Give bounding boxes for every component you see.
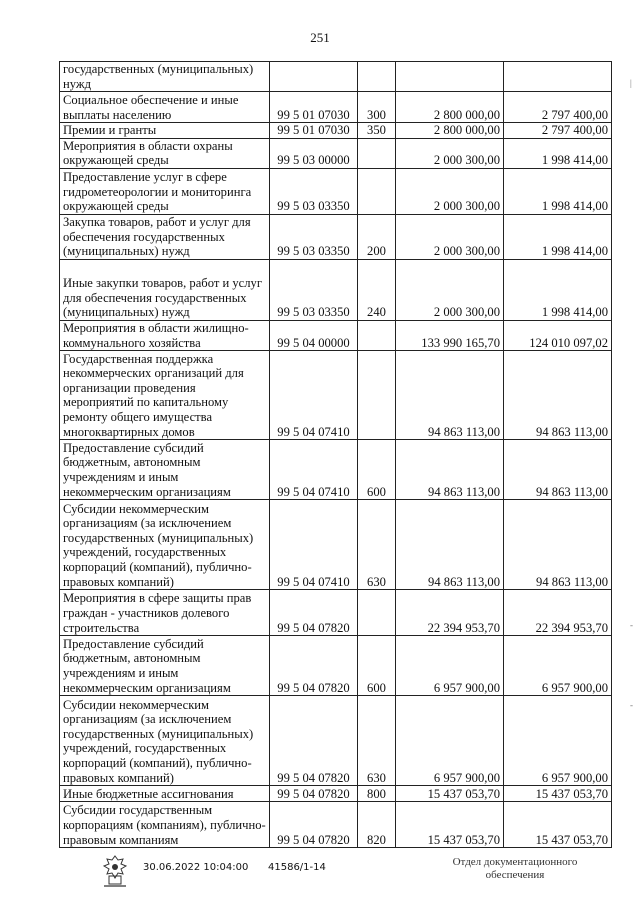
row-amount-1: 2 000 300,00 (396, 214, 504, 259)
row-name: Мероприятия в сфере защиты прав граждан - участников долевого строительства (60, 590, 270, 636)
row-name: Предоставление субсидий бюджетным, автономным учреждениям и иным некоммерческим организациям (60, 440, 270, 500)
row-name: Предоставление услуг в сфере гидрометеорологии и мониторинга окружающей среды (60, 168, 270, 214)
row-code: 99 5 04 07820 (270, 786, 358, 802)
row-code (270, 62, 358, 92)
row-amount-1 (396, 62, 504, 92)
row-amount-1: 94 863 113,00 (396, 351, 504, 440)
row-code: 99 5 03 03350 (270, 259, 358, 320)
row-name: Государственная поддержка некоммерческих организаций для организации проведения мероприятий по капитальному ремонту общего имущества многоквартирных домов (60, 351, 270, 440)
row-amount-1: 94 863 113,00 (396, 440, 504, 500)
row-code: 99 5 04 07410 (270, 500, 358, 590)
row-code: 99 5 03 00000 (270, 138, 358, 168)
row-amount-2: 1 998 414,00 (504, 138, 612, 168)
table-row (60, 500, 612, 590)
row-amount-2: 22 394 953,70 (504, 590, 612, 636)
row-name: Субсидии некоммерческим организациям (за исключением государственных (муниципальных) учреждений, государственных корпораций (компаний), публично-правовых компаний) (60, 696, 270, 786)
row-code: 99 5 01 07030 (270, 123, 358, 139)
row-amount-1: 2 800 000,00 (396, 123, 504, 139)
row-expense-type: 630 (358, 696, 396, 786)
row-name: Премии и гранты (60, 123, 270, 139)
row-expense-type: 600 (358, 440, 396, 500)
row-amount-2: 94 863 113,00 (504, 440, 612, 500)
row-expense-type (358, 62, 396, 92)
table-row (60, 636, 612, 696)
row-expense-type: 630 (358, 500, 396, 590)
row-amount-1: 133 990 165,70 (396, 320, 504, 350)
scan-margin-mark: - (630, 700, 633, 710)
row-code: 99 5 04 07820 (270, 636, 358, 696)
table-row (60, 168, 612, 214)
row-expense-type (358, 590, 396, 636)
row-code: 99 5 04 00000 (270, 320, 358, 350)
table-row (60, 259, 612, 320)
row-code: 99 5 01 07030 (270, 92, 358, 123)
row-amount-2: 6 957 900,00 (504, 636, 612, 696)
row-code: 99 5 03 03350 (270, 214, 358, 259)
row-amount-2: 1 998 414,00 (504, 214, 612, 259)
coat-of-arms-icon (100, 854, 130, 892)
row-amount-2: 2 797 400,00 (504, 92, 612, 123)
row-amount-2: 15 437 053,70 (504, 786, 612, 802)
table-row (60, 92, 612, 123)
table-row (60, 138, 612, 168)
row-name: Мероприятия в области жилищно-коммунального хозяйства (60, 320, 270, 350)
row-code: 99 5 04 07410 (270, 351, 358, 440)
scan-margin-mark: | (630, 78, 632, 88)
row-expense-type: 200 (358, 214, 396, 259)
table-row (60, 123, 612, 139)
row-amount-1: 2 000 300,00 (396, 138, 504, 168)
table-row (60, 696, 612, 786)
row-amount-1: 6 957 900,00 (396, 636, 504, 696)
row-amount-2: 1 998 414,00 (504, 259, 612, 320)
row-amount-1: 15 437 053,70 (396, 786, 504, 802)
row-amount-2: 1 998 414,00 (504, 168, 612, 214)
row-amount-2: 15 437 053,70 (504, 802, 612, 848)
row-expense-type: 300 (358, 92, 396, 123)
row-expense-type (358, 138, 396, 168)
table-row (60, 214, 612, 259)
table-row (60, 351, 612, 440)
document-id: 41586/1-14 (268, 862, 326, 873)
table-row (60, 786, 612, 802)
row-code: 99 5 04 07820 (270, 802, 358, 848)
row-expense-type: 820 (358, 802, 396, 848)
row-amount-2: 2 797 400,00 (504, 123, 612, 139)
print-timestamp: 30.06.2022 10:04:00 (143, 862, 249, 873)
row-code: 99 5 04 07410 (270, 440, 358, 500)
row-name: государственных (муниципальных) нужд (60, 62, 270, 92)
row-amount-1: 2 000 300,00 (396, 168, 504, 214)
table-row (60, 802, 612, 848)
table-row (60, 320, 612, 350)
table-row (60, 440, 612, 500)
row-amount-1: 94 863 113,00 (396, 500, 504, 590)
row-amount-2: 94 863 113,00 (504, 351, 612, 440)
row-name: Предоставление субсидий бюджетным, автономным учреждениям и иным некоммерческим организациям (60, 636, 270, 696)
row-name: Социальное обеспечение и иные выплаты населению (60, 92, 270, 123)
scan-margin-mark: - (630, 620, 633, 630)
row-amount-1: 22 394 953,70 (396, 590, 504, 636)
table-row (60, 62, 612, 92)
row-amount-2: 94 863 113,00 (504, 500, 612, 590)
row-name: Мероприятия в области охраны окружающей среды (60, 138, 270, 168)
row-expense-type: 240 (358, 259, 396, 320)
document-footer (0, 856, 640, 896)
row-name: Субсидии государственным корпорациям (компаниям), публично-правовым компаниям (60, 802, 270, 848)
row-expense-type: 350 (358, 123, 396, 139)
row-code: 99 5 04 07820 (270, 696, 358, 786)
row-amount-2 (504, 62, 612, 92)
page-number: 251 (310, 30, 330, 45)
department-stamp: Отдел документационного обеспечения (452, 856, 578, 881)
row-amount-1: 2 800 000,00 (396, 92, 504, 123)
row-expense-type (358, 351, 396, 440)
row-expense-type (358, 320, 396, 350)
row-expense-type: 600 (358, 636, 396, 696)
row-code: 99 5 03 03350 (270, 168, 358, 214)
budget-table (59, 61, 612, 848)
row-name: Закупка товаров, работ и услуг для обеспечения государственных (муниципальных) нужд (60, 214, 270, 259)
row-expense-type (358, 168, 396, 214)
row-amount-1: 6 957 900,00 (396, 696, 504, 786)
row-amount-2: 6 957 900,00 (504, 696, 612, 786)
row-code: 99 5 04 07820 (270, 590, 358, 636)
row-name: Субсидии некоммерческим организациям (за исключением государственных (муниципальных) учреждений, государственных корпораций (компаний), публично-правовых компаний) (60, 500, 270, 590)
row-amount-1: 15 437 053,70 (396, 802, 504, 848)
row-name: Иные закупки товаров, работ и услуг для обеспечения государственных (муниципальных) нужд (60, 259, 270, 320)
row-name: Иные бюджетные ассигнования (60, 786, 270, 802)
table-row (60, 590, 612, 636)
row-amount-1: 2 000 300,00 (396, 259, 504, 320)
row-expense-type: 800 (358, 786, 396, 802)
row-amount-2: 124 010 097,02 (504, 320, 612, 350)
